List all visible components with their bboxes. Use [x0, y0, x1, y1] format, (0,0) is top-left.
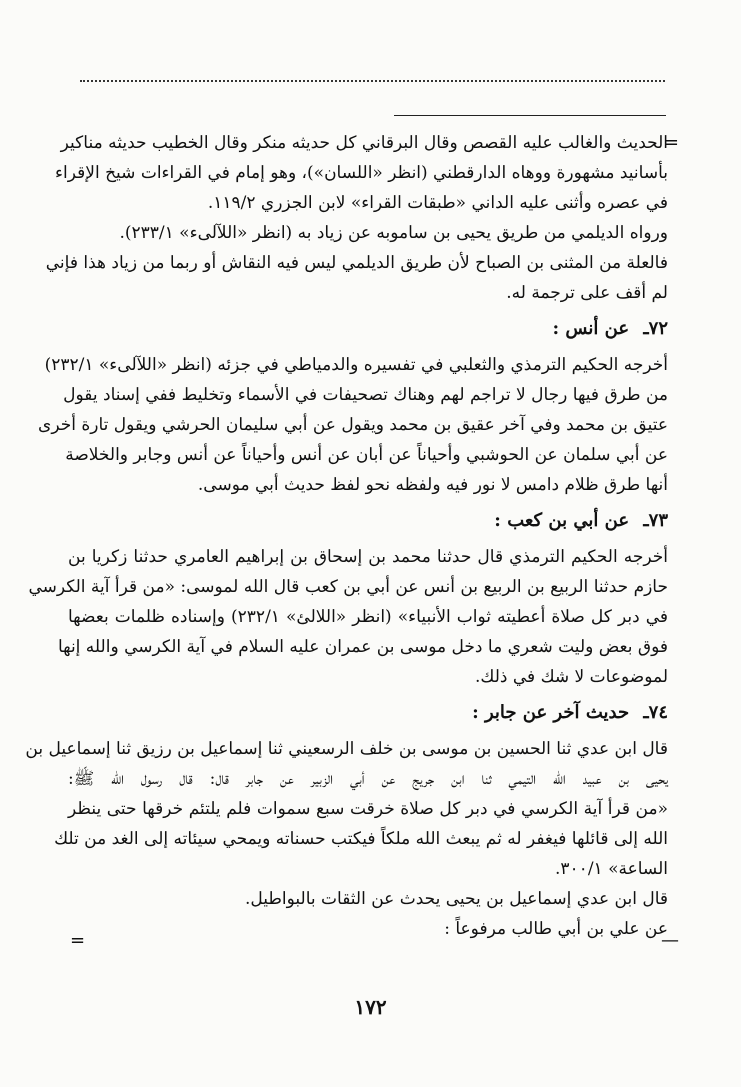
section-body-74	[25, 734, 668, 914]
page-number: ١٧٢	[354, 995, 387, 1019]
body-line: من طرق فيها رجال لا تراجم لهم وهناك تصحيفات في الأسماء وتخليط ففي إسناد يقول	[63, 385, 668, 405]
intro-line: لم أقف على ترجمة له.	[506, 283, 668, 303]
section-heading-72	[68, 314, 668, 344]
closing-line: عن علي بن أبي طالب مرفوعاً :	[444, 919, 668, 939]
section-title: عن أبي بن كعب :	[494, 510, 630, 531]
intro-line: في عصره وأثنى عليه الداني «طبقات القراء» لابن الجزري ١١٩/٢.	[207, 193, 668, 213]
body-line: لموضوعات لا شك في ذلك.	[475, 667, 668, 687]
body-line: أخرجه الحكيم الترمذي والثعلبي في تفسيره والدمياطي في جزئه (انظر «اللآلىء» ٢٣٢/١)	[44, 355, 668, 375]
section-dash-mark: —	[661, 930, 679, 951]
section-title: عن أنس :	[552, 318, 630, 339]
intro-paragraph	[45, 128, 668, 308]
continuation-mark-start: =	[663, 132, 679, 153]
body-line: أنها طرق ظلام دامس لا نور فيه ولفظه نحو لفظ حديث أبي موسى.	[197, 475, 668, 495]
section-number: ٧٢ـ	[643, 318, 668, 339]
intro-line: الحديث والغالب عليه القصص وقال البرقاني كل حديثه منكر وقال الخطيب حديثه مناكير	[60, 133, 668, 153]
body-line: عتيق بن محمد وفي آخر عقيق بن محمد ويقول عن أبي سليمان الحرشي ويقول تارة أخرى	[38, 415, 668, 435]
top-dotted-separator	[80, 70, 665, 82]
intro-line: ورواه الديلمي من طريق يحيى بن ساموبه عن زياد به (انظر «اللآلىء» ٢٣٣/١).	[119, 223, 668, 243]
body-line: فوق بعض وليت شعري ما دخل موسى بن عمران عليه السلام في آية الكرسي والله إنها	[57, 637, 668, 657]
body-line: عن أبي سلمان عن الحوشبي وأحياناً عن أبان عن أنس وأحياناً عن أنس وجابر والخلاصة	[65, 445, 668, 465]
section-heading-74	[68, 698, 668, 728]
body-line: قال ابن عدي إسماعيل بن يحيى يحدث عن الثقات بالبواطيل.	[244, 889, 668, 909]
body-line: في دبر كل صلاة أعطيته ثواب الأنبياء» (انظر «اللالئ» ٢٣٢/١) وإسناده ظلمات بعضها	[68, 607, 668, 627]
body-line: حازم حدثنا الربيع بن الربيع بن أنس عن أبي بن كعب قال الله لموسى: «من قرأ آية الكرسي	[28, 577, 668, 597]
body-line: أخرجه الحكيم الترمذي قال حدثنا محمد بن إسحاق بن إبراهيم العامري حدثنا زكريا بن	[68, 547, 668, 567]
section-title: حديث آخر عن جابر :	[472, 702, 630, 723]
footnote-rule	[394, 115, 666, 116]
footnote-body	[25, 128, 668, 950]
body-line: الله إلى قائلها فيغفر له ثم يبعث الله ملكاً فيكتب حسناته ويمحي سيئاته إلى الغد من تلك	[54, 829, 668, 849]
section-number: ٧٤ـ	[643, 702, 668, 723]
continuation-mark-end: =	[70, 930, 86, 951]
closing-heading	[68, 914, 668, 944]
section-body-72	[38, 350, 668, 500]
section-body-73	[28, 542, 668, 692]
body-line: يحيى بن عبيد الله التيمي ثنا ابن جريج عن أبي الزبير عن جابر قال: قال رسول الله ﷺ:	[68, 769, 668, 789]
intro-line: بأسانيد مشهورة ووهاه الدارقطني (انظر «اللسان»)، وهو إمام في القراءات شيخ الإقراء	[55, 163, 668, 183]
body-line: قال ابن عدي ثنا الحسين بن موسى بن خلف الرسعيني ثنا إسماعيل بن رزيق ثنا إسماعيل بن	[25, 739, 668, 759]
body-line: «من قرأ آية الكرسي في دبر كل صلاة خرقت سبع سموات فلم يلتئم خرقها حتى ينظر	[68, 799, 668, 819]
section-number: ٧٣ـ	[643, 510, 668, 531]
intro-line: فالعلة من المثنى بن الصباح لأن طريق الديلمي ليس فيه النقاش أو ربما من زياد هذا فإني	[45, 253, 668, 273]
section-heading-73	[68, 506, 668, 536]
body-line: الساعة» ٣٠٠/١.	[555, 859, 668, 879]
